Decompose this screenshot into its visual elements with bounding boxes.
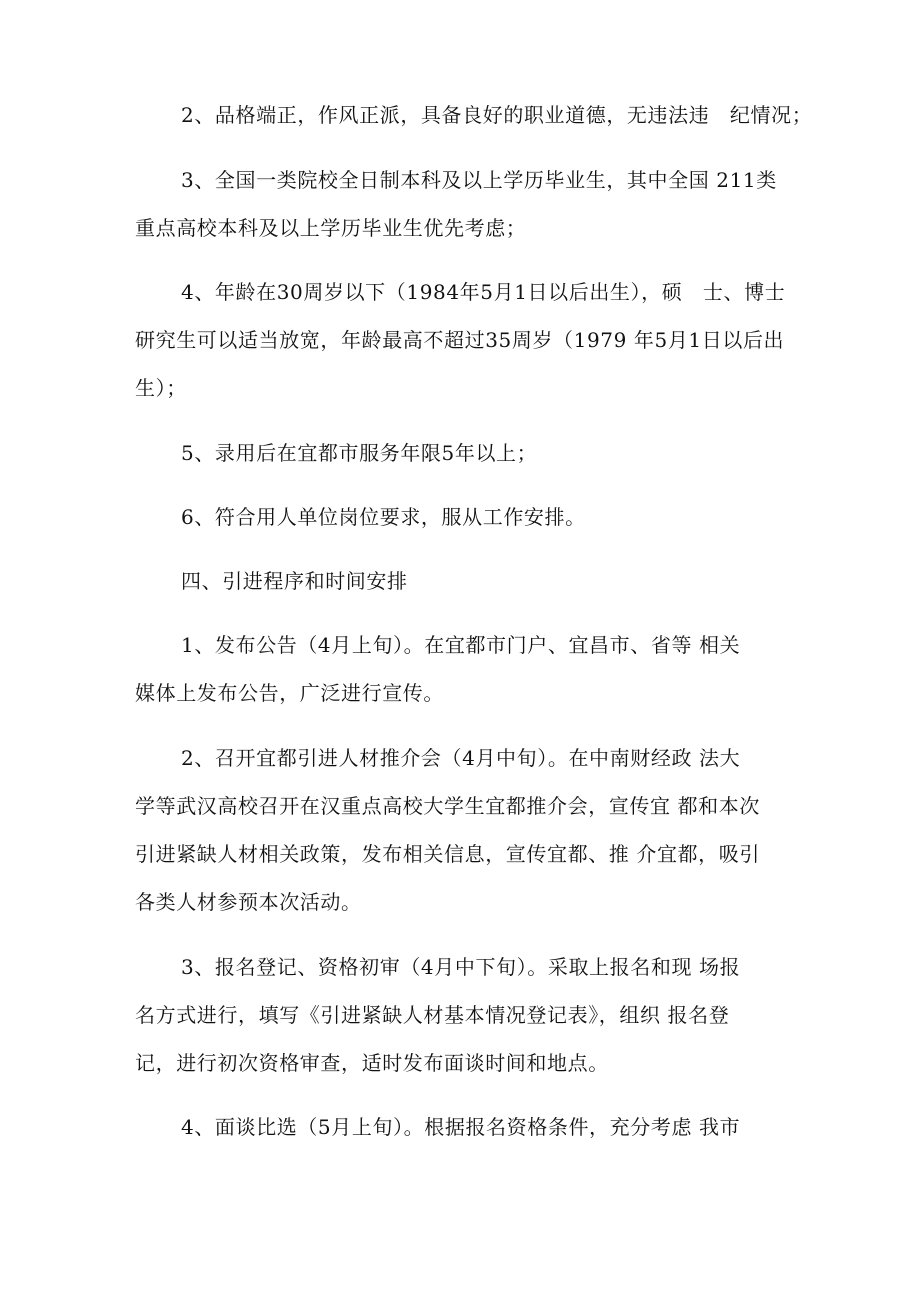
paragraph-line: 2、召开宜都引进人材推介会（4月中旬）。在中南财经政 法大 <box>181 746 741 770</box>
paragraph-line: 5、录用后在宜都市服务年限5年以上； <box>181 441 538 465</box>
paragraph-line: 2、品格端正，作风正派，具备良好的职业道德，无违法违 纪情况； <box>181 103 813 127</box>
paragraph-line: 4、面谈比选（5月上旬）。根据报名资格条件，充分考虑 我市 <box>181 1115 741 1139</box>
paragraph-line: 媒体上发布公告，广泛进行宣传。 <box>135 681 444 705</box>
paragraph-line: 3、全国一类院校全日制本科及以上学历毕业生，其中全国 211类 <box>181 168 777 192</box>
paragraph-line: 名方式进行，填写《引进紧缺人材基本情况登记表》，组织 报名登 <box>135 1003 730 1027</box>
paragraph-line: 各类人材参预本次活动。 <box>135 890 362 914</box>
paragraph-line: 生）； <box>135 376 187 400</box>
paragraph-line: 4、年龄在30周岁以下（1984年5月1日以后出生），硕 士、博士 <box>181 280 786 304</box>
paragraph-line: 引进紧缺人材相关政策，发布相关信息，宣传宜都、推 介宜都，吸引 <box>135 842 760 866</box>
paragraph-line: 6、符合用人单位岗位要求，服从工作安排。 <box>181 505 586 529</box>
paragraph-line: 记，进行初次资格审查，适时发布面谈时间和地点。 <box>135 1051 609 1075</box>
paragraph-line: 重点高校本科及以上学历毕业生优先考虑； <box>135 216 527 240</box>
paragraph-line: 研究生可以适当放宽，年龄最高不超过35周岁（1979 年5月1日以后出 <box>135 328 785 352</box>
section-heading-text: 四、引进程序和时间安排 <box>181 569 408 593</box>
paragraph-line: 1、发布公告（4月上旬）。在宜都市门户、宜昌市、省等 相关 <box>181 633 741 657</box>
paragraph-line: 3、报名登记、资格初审（4月中下旬）。采取上报名和现 场报 <box>181 955 741 979</box>
paragraph-line: 学等武汉高校召开在汉重点高校大学生宜都推介会，宣传宜 都和本次 <box>135 794 760 818</box>
